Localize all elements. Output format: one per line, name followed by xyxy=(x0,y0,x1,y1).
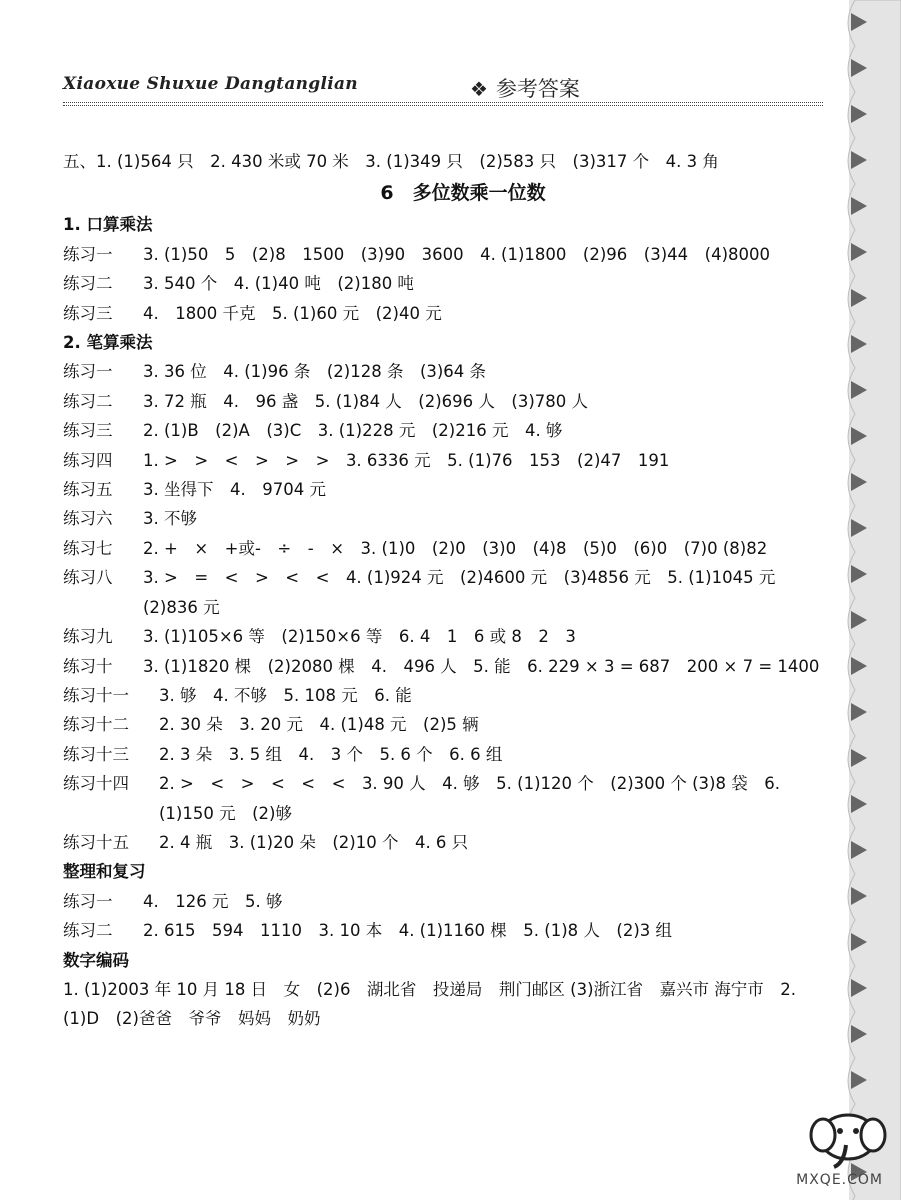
exercise-label: 练习十三 xyxy=(63,744,129,764)
answer-line xyxy=(63,147,823,176)
elephant-icon xyxy=(798,1105,893,1175)
section-title: 参考答案 xyxy=(495,77,580,101)
answer-text: 2. (1)B (2)A (3)C 3. (1)228 元 (2)216 元 4. 够 xyxy=(143,421,563,441)
answer-line xyxy=(63,681,823,710)
answer-text: 2. 30 朵 3. 20 元 4. (1)48 元 (2)5 辆 xyxy=(159,715,479,735)
exercise-label: 练习十四 xyxy=(63,774,129,794)
answer-line xyxy=(63,416,823,445)
answer-line xyxy=(63,563,823,622)
answer-line xyxy=(63,652,823,681)
exercise-label: 练习三 xyxy=(63,421,113,441)
answer-text: 2. 4 瓶 3. (1)20 朵 (2)10 个 4. 6 只 xyxy=(159,832,469,852)
answer-line xyxy=(63,916,823,945)
answer-text: 3. 72 瓶 4. 96 盏 5. (1)84 人 (2)696 人 (3)780 人 xyxy=(143,391,589,411)
answer-text: 五、1. (1)564 只 2. 430 米或 70 米 3. (1)349 只 (2)583 只 (3)317 个 4. 3 角 xyxy=(63,152,719,171)
exercise-label: 练习十一 xyxy=(63,685,129,705)
answer-text: 1. > > < > > > 3. 6336 元 5. (1)76 153 (2)47 191 xyxy=(143,450,670,470)
exercise-label: 练习一 xyxy=(63,891,113,911)
answer-text: 2. > < > < < < 3. 90 人 4. 够 5. (1)120 个 (2)300 个 (3)8 袋 6. (1)150 元 (2)够 xyxy=(159,774,786,823)
answer-line xyxy=(63,740,823,769)
answer-text: 3. (1)1820 棵 (2)2080 棵 4. 496 人 5. 能 6. 229 × 3 = 687 200 × 7 = 1400 xyxy=(143,656,820,676)
answer-text: 3. (1)105×6 等 (2)150×6 等 6. 4 1 6 或 8 2 3 xyxy=(143,627,576,647)
answer-text: 3. 36 位 4. (1)96 条 (2)128 条 (3)64 条 xyxy=(143,362,487,382)
exercise-label: 练习三 xyxy=(63,303,113,323)
answer-line xyxy=(63,534,823,563)
exercise-label: 练习一 xyxy=(63,362,113,382)
answer-text: 4. 126 元 5. 够 xyxy=(143,891,283,911)
section-heading: 1. 口算乘法 xyxy=(63,215,153,235)
section-heading: 整理和复习 xyxy=(63,862,146,882)
answer-line xyxy=(63,387,823,416)
answer-text: 3. 540 个 4. (1)40 吨 (2)180 吨 xyxy=(143,274,414,294)
exercise-label: 练习十 xyxy=(63,656,113,676)
answer-line xyxy=(63,446,823,475)
exercise-label: 练习十五 xyxy=(63,832,129,852)
section-heading: 2. 笔算乘法 xyxy=(63,333,153,353)
exercise-label: 练习四 xyxy=(63,450,113,470)
answer-line xyxy=(63,240,823,269)
answer-text: 2. 3 朵 3. 5 组 4. 3 个 5. 6 个 6. 6 组 xyxy=(159,744,503,764)
answer-text: 2. 615 594 1110 3. 10 本 4. (1)1160 棵 5. (1)8 人 (2)3 组 xyxy=(143,921,673,941)
section-heading: 数字编码 xyxy=(63,950,129,970)
exercise-label: 练习二 xyxy=(63,391,113,411)
answer-text: 2. + × +或- ÷ - × 3. (1)0 (2)0 (3)0 (4)8 (5)0 (6)0 (7)0 (8)82 xyxy=(143,538,768,558)
answer-text: 4. 1800 千克 5. (1)60 元 (2)40 元 xyxy=(143,303,442,323)
diamond-icon: ❖ xyxy=(470,77,488,101)
answer-line xyxy=(63,299,823,328)
watermark-logo xyxy=(798,1105,893,1190)
exercise-label: 练习七 xyxy=(63,538,113,558)
exercise-label: 练习六 xyxy=(63,509,113,529)
answer-line xyxy=(63,975,823,1034)
exercise-label: 练习五 xyxy=(63,480,113,500)
answer-line xyxy=(63,769,823,828)
exercise-label: 练习二 xyxy=(63,921,113,941)
answer-text: 3. > = < > < < 4. (1)924 元 (2)4600 元 (3)4856 元 5. (1)1045 元 (2)836 元 xyxy=(143,568,792,617)
answer-content xyxy=(63,147,823,1034)
chapter-title: 6 多位数乘一位数 xyxy=(380,182,546,205)
answer-line xyxy=(63,710,823,739)
answer-text: 3. 够 4. 不够 5. 108 元 6. 能 xyxy=(159,685,412,705)
header-rule-second xyxy=(63,105,823,106)
answer-line xyxy=(63,504,823,533)
scalloped-edge xyxy=(841,0,901,1200)
exercise-label: 练习九 xyxy=(63,627,113,647)
page-edge-decoration xyxy=(849,0,901,1200)
answer-line xyxy=(63,475,823,504)
exercise-label: 练习十二 xyxy=(63,715,129,735)
exercise-label: 练习八 xyxy=(63,568,113,588)
answer-line xyxy=(63,269,823,298)
answer-line xyxy=(63,887,823,916)
answer-line xyxy=(63,357,823,386)
series-title: Xiaoxue Shuxue Dangtanglian xyxy=(63,74,358,94)
answer-line xyxy=(63,622,823,651)
answer-text: 3. (1)50 5 (2)8 1500 (3)90 3600 4. (1)1800 (2)96 (3)44 (4)8000 xyxy=(143,244,771,264)
section-header xyxy=(470,73,580,103)
watermark-text: MXQE.COM xyxy=(796,1172,883,1188)
answer-text: 1. (1)2003 年 10 月 18 日 女 (2)6 湖北省 投递局 荆门邮区 (3)浙江省 嘉兴市 海宁市 2. (1)D (2)爸爸 爷爷 妈妈 奶奶 xyxy=(63,979,802,1029)
answer-line xyxy=(63,828,823,857)
header-rule xyxy=(63,102,823,103)
answer-text: 3. 不够 xyxy=(143,509,197,529)
answer-text: 3. 坐得下 4. 9704 元 xyxy=(143,480,326,500)
exercise-label: 练习一 xyxy=(63,244,113,264)
exercise-label: 练习二 xyxy=(63,274,113,294)
